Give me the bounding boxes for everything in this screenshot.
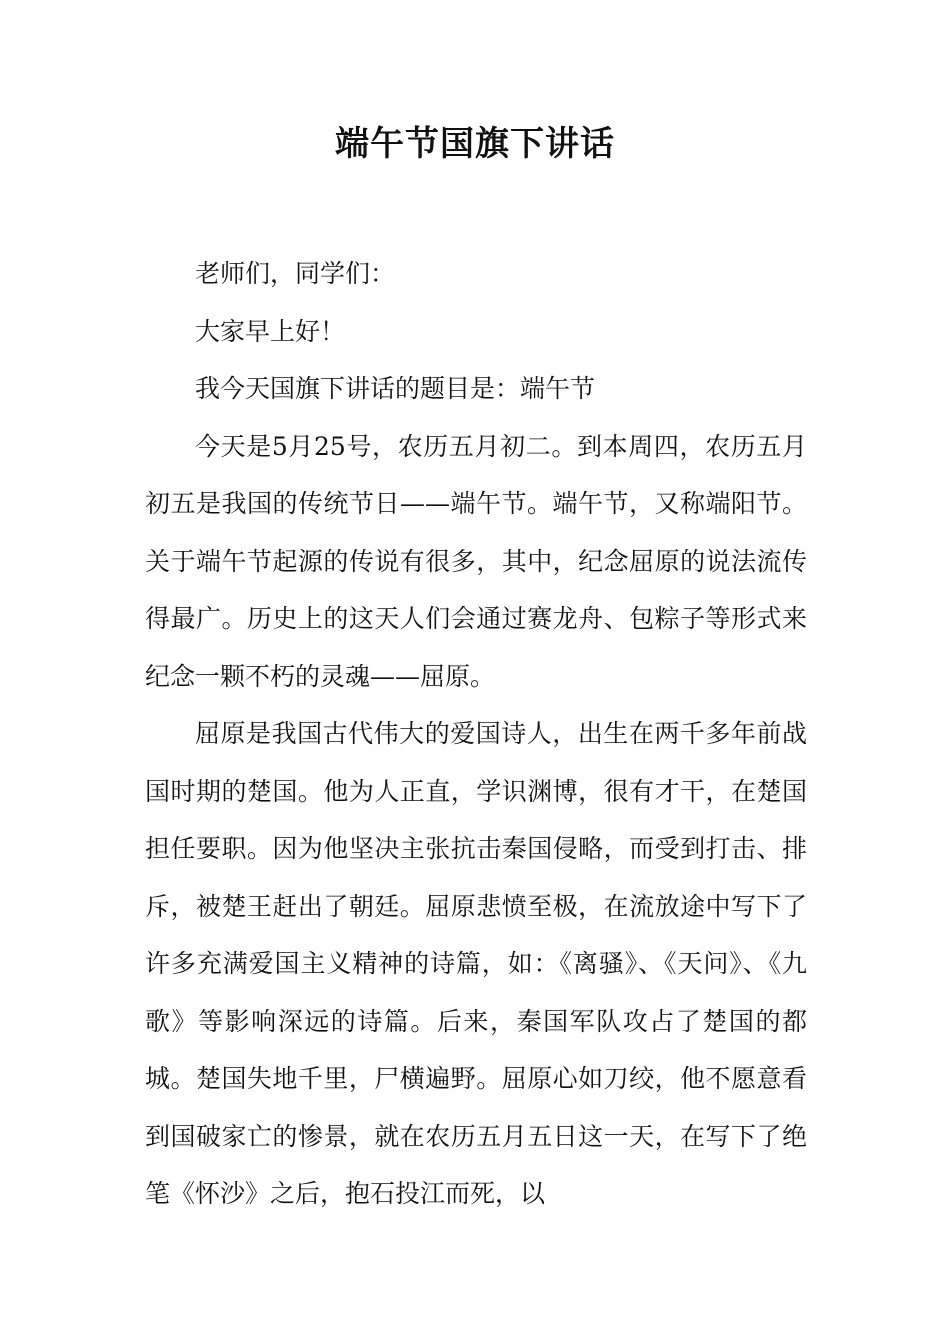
festival-intro-paragraph: 今天是5月25号，农历五月初二。到本周四，农历五月初五是我国的传统节日——端午节。端午节，又称端阳节。关于端午节起源的传说有很多，其中，纪念屈原的说法流传得最广。历史上的这天人们会通过赛龙舟、包粽子等形式来纪念一颗不朽的灵魂——屈原。 xyxy=(145,431,807,691)
topic-paragraph: 我今天国旗下讲话的题目是：端午节 xyxy=(195,374,596,403)
salutation-paragraph: 大家早上好！ xyxy=(195,316,346,346)
greeting-paragraph: 老师们，同学们： xyxy=(195,259,396,288)
quyuan-story-paragraph: 屈原是我国古代伟大的爱国诗人，出生在两千多年前战国时期的楚国。他为人正直，学识渊博，很有才干，在楚国担任要职。因为他坚决主张抗击秦国侵略，而受到打击、排斥，被楚王赶出了朝廷。屈原悲愤至极，在流放途中写下了许多充满爱国主义精神的诗篇，如：《离骚》、《天问》、《九歌》等影响深远的诗篇。后来，秦国军队攻占了楚国的都城。楚国失地千里，尸横遍野。屈原心如刀绞，他不愿意看到国破家亡的惨景，就在农历五月五日这一天，在写下了绝笔《怀沙》之后，抱石投江而死，以 xyxy=(145,719,807,1208)
document-title: 端午节国旗下讲话 xyxy=(335,124,615,164)
document-body xyxy=(145,245,807,1223)
